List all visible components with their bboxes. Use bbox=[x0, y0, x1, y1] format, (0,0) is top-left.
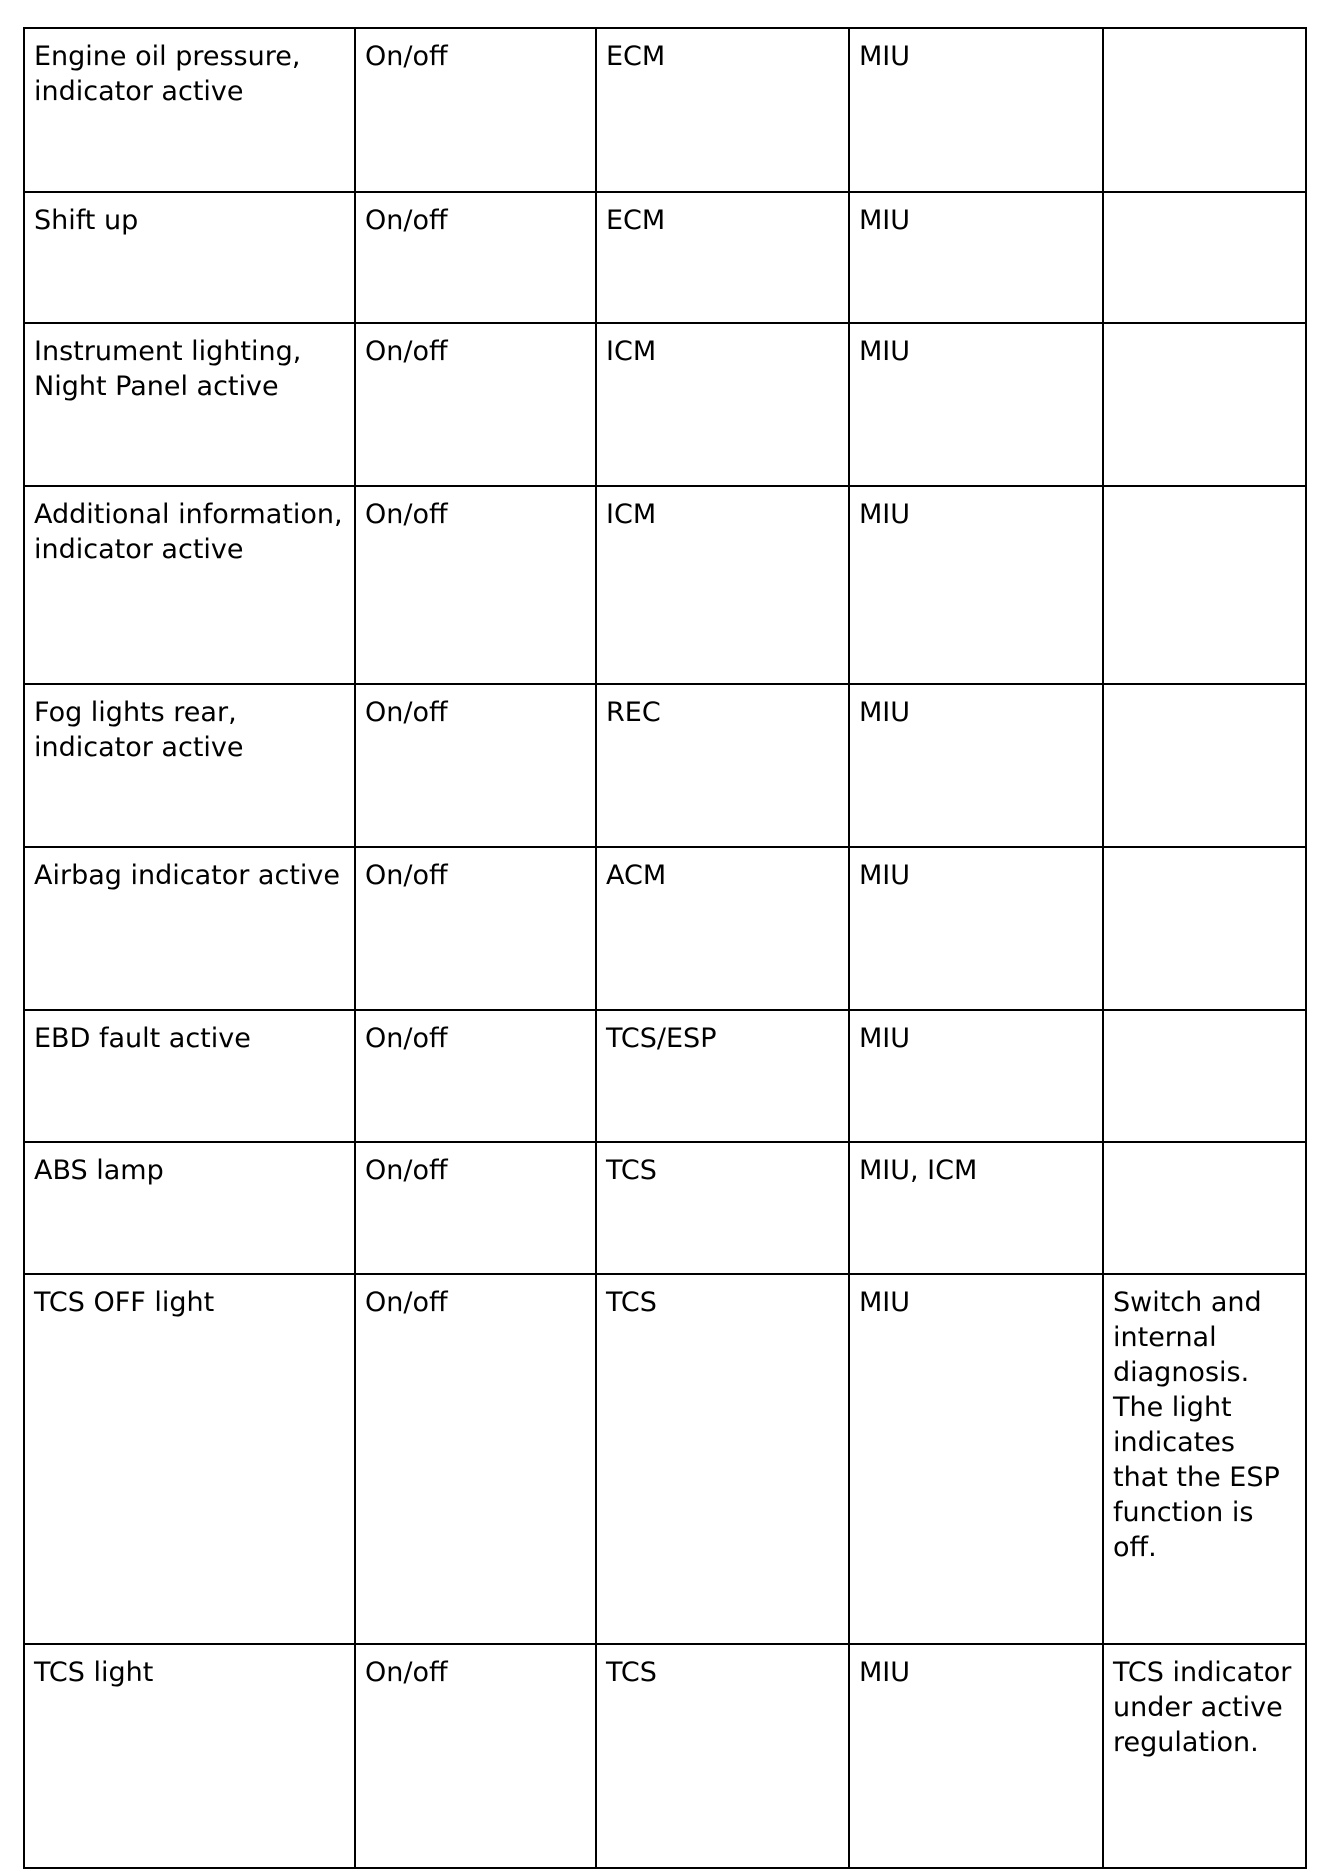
receiver-cell: MIU bbox=[849, 1274, 1103, 1644]
signal-cell: Engine oil pressure, indicator active bbox=[24, 28, 355, 192]
source-cell: TCS/ESP bbox=[596, 1010, 849, 1142]
type-cell: On/off bbox=[355, 847, 596, 1010]
table-row bbox=[24, 1644, 1306, 1868]
signal-table bbox=[23, 27, 1307, 1869]
type-cell: On/off bbox=[355, 1274, 596, 1644]
note-cell: Switch and internal diagnosis. The light indicates that the ESP function is off. bbox=[1103, 1274, 1306, 1644]
table-row bbox=[24, 847, 1306, 1010]
receiver-cell: MIU bbox=[849, 1010, 1103, 1142]
note-cell bbox=[1103, 323, 1306, 486]
table-row bbox=[24, 1142, 1306, 1274]
note-cell bbox=[1103, 1010, 1306, 1142]
source-cell: ACM bbox=[596, 847, 849, 1010]
note-cell bbox=[1103, 28, 1306, 192]
signal-cell: TCS OFF light bbox=[24, 1274, 355, 1644]
source-cell: TCS bbox=[596, 1644, 849, 1868]
type-cell: On/off bbox=[355, 1142, 596, 1274]
note-cell: TCS indicator under active regulation. bbox=[1103, 1644, 1306, 1868]
receiver-cell: MIU bbox=[849, 323, 1103, 486]
type-cell: On/off bbox=[355, 192, 596, 323]
type-cell: On/off bbox=[355, 1644, 596, 1868]
signal-cell: Fog lights rear, indicator active bbox=[24, 684, 355, 847]
source-cell: ECM bbox=[596, 28, 849, 192]
source-cell: TCS bbox=[596, 1142, 849, 1274]
table-row bbox=[24, 323, 1306, 486]
source-cell: ECM bbox=[596, 192, 849, 323]
table-row bbox=[24, 486, 1306, 684]
source-cell: REC bbox=[596, 684, 849, 847]
table-row bbox=[24, 1010, 1306, 1142]
type-cell: On/off bbox=[355, 323, 596, 486]
table-row bbox=[24, 684, 1306, 847]
type-cell: On/off bbox=[355, 28, 596, 192]
source-cell: ICM bbox=[596, 323, 849, 486]
type-cell: On/off bbox=[355, 486, 596, 684]
signal-cell: ABS lamp bbox=[24, 1142, 355, 1274]
receiver-cell: MIU, ICM bbox=[849, 1142, 1103, 1274]
note-cell bbox=[1103, 1142, 1306, 1274]
type-cell: On/off bbox=[355, 684, 596, 847]
table-row bbox=[24, 192, 1306, 323]
signal-cell: Shift up bbox=[24, 192, 355, 323]
receiver-cell: MIU bbox=[849, 1644, 1103, 1868]
receiver-cell: MIU bbox=[849, 192, 1103, 323]
table-row bbox=[24, 1274, 1306, 1644]
receiver-cell: MIU bbox=[849, 684, 1103, 847]
receiver-cell: MIU bbox=[849, 28, 1103, 192]
receiver-cell: MIU bbox=[849, 847, 1103, 1010]
signal-cell: Additional information, indicator active bbox=[24, 486, 355, 684]
source-cell: ICM bbox=[596, 486, 849, 684]
signal-cell: EBD fault active bbox=[24, 1010, 355, 1142]
receiver-cell: MIU bbox=[849, 486, 1103, 684]
note-cell bbox=[1103, 486, 1306, 684]
signal-cell: Airbag indicator active bbox=[24, 847, 355, 1010]
source-cell: TCS bbox=[596, 1274, 849, 1644]
signal-cell: TCS light bbox=[24, 1644, 355, 1868]
table-row bbox=[24, 28, 1306, 192]
signal-cell: Instrument lighting, Night Panel active bbox=[24, 323, 355, 486]
note-cell bbox=[1103, 847, 1306, 1010]
type-cell: On/off bbox=[355, 1010, 596, 1142]
note-cell bbox=[1103, 684, 1306, 847]
note-cell bbox=[1103, 192, 1306, 323]
